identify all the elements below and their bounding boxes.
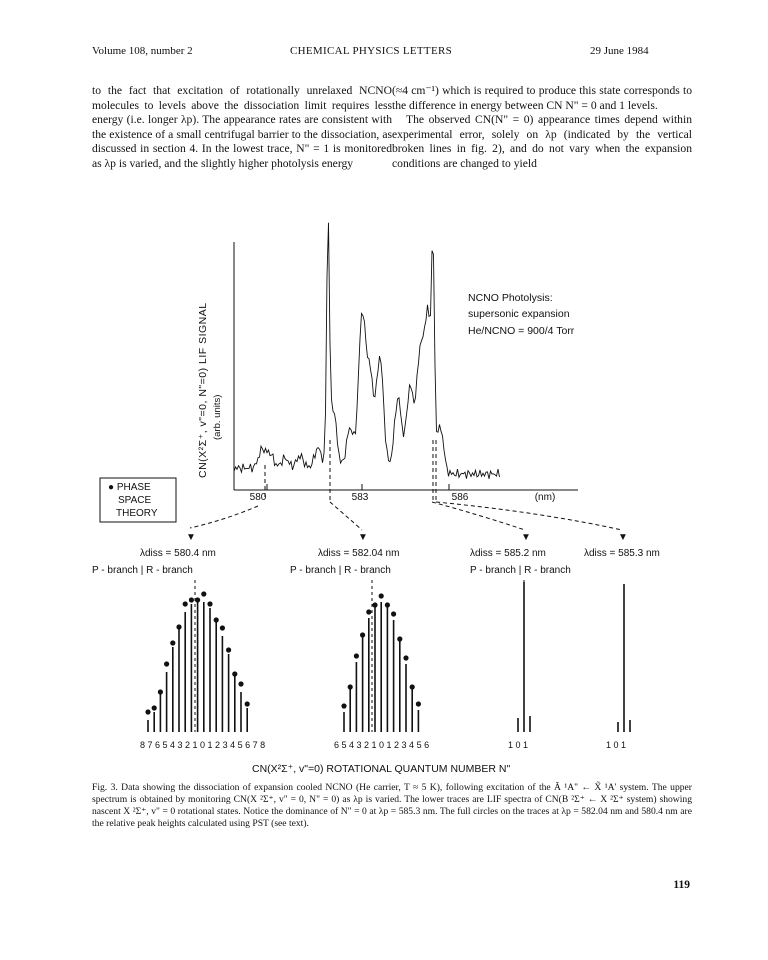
panel-1-pst-dot — [201, 591, 206, 596]
pst-line-3: THEORY — [116, 508, 158, 519]
panel-3-branch: P - branch | R - branch — [470, 565, 571, 576]
y-axis-units: (arb. units) — [212, 394, 223, 440]
panel-2-pst-dot — [354, 653, 359, 658]
panel-1-pst-dot — [214, 617, 219, 622]
panel-2-pst-dot — [385, 602, 390, 607]
panel-3-axis: 1 0 1 — [508, 740, 529, 750]
panel-2-pst-dot — [391, 611, 396, 616]
arrow-head-3: ▼ — [521, 532, 531, 543]
panel-2-pst-dot — [397, 636, 402, 641]
panel-2-axis: 6 5 4 3 2 1 0 1 2 3 4 5 6 — [334, 740, 430, 750]
right-paragraph-1: (≈4 cm⁻¹) which is required to produce this state corresponds to the difference in energy between CN N" = 0 and 1 levels. — [392, 84, 692, 112]
panel-2-pst-dot — [341, 703, 346, 708]
bottom-axis-label: CN(X²Σ⁺, v"=0) ROTATIONAL QUANTUM NUMBER N" — [252, 763, 511, 775]
panel-1-pst-dot — [226, 647, 231, 652]
rotational-spectra-panels — [145, 580, 630, 732]
panel-1-pst-dot — [170, 640, 175, 645]
header-journal: CHEMICAL PHYSICS LETTERS — [290, 45, 453, 57]
panel-2-pst-dot — [348, 684, 353, 689]
page-number: 119 — [673, 879, 690, 891]
panel-2-branch: P - branch | R - branch — [290, 565, 391, 576]
panel-2-lambda: λdiss = 582.04 nm — [318, 548, 400, 559]
x-tick-580: 580 — [249, 492, 267, 503]
x-unit: (nm) — [534, 492, 556, 503]
arrow-head-1: ▼ — [186, 532, 196, 543]
panel-1-pst-dot — [152, 705, 157, 710]
legend-line-2: supersonic expansion — [468, 308, 570, 320]
pst-line-1: ● PHASE — [108, 482, 151, 493]
right-paragraph-2: The observed CN(N" = 0) appearance times depend within experimental error, solely on λp (indicated by the vertical broken lines in fig. 2), and do not vary when the expansion conditions are changed to yield — [392, 113, 692, 170]
lif-spectrum-trace — [234, 223, 500, 479]
panel-3-lambda: λdiss = 585.2 nm — [470, 548, 546, 559]
panel-1-pst-dot — [207, 601, 212, 606]
panel-1-pst-dot — [220, 625, 225, 630]
panel-2-pst-dot — [360, 632, 365, 637]
x-tick-583: 583 — [351, 492, 369, 503]
arrow-head-4: ▼ — [618, 532, 628, 543]
arrow-head-2: ▼ — [358, 532, 368, 543]
panel-1-pst-dot — [232, 671, 237, 676]
panel-1-pst-dot — [238, 681, 243, 686]
legend-line-3: He/NCNO = 900/4 Torr — [468, 325, 575, 337]
x-tick-586: 586 — [451, 492, 469, 503]
panel-1-pst-dot — [158, 689, 163, 694]
panel-1-pst-dot — [176, 624, 181, 629]
panel-2-pst-dot — [416, 701, 421, 706]
panel-1-axis: 8 7 6 5 4 3 2 1 0 1 2 3 4 5 6 7 8 — [140, 740, 266, 750]
pst-line-2: SPACE — [118, 495, 152, 506]
panel-1-pst-dot — [195, 597, 200, 602]
panel-2-pst-dot — [410, 684, 415, 689]
panel-2-pst-dot — [379, 593, 384, 598]
panel-2-pst-dot — [366, 609, 371, 614]
figure-caption: Fig. 3. Data showing the dissociation of expansion cooled NCNO (He carrier, T ≈ 5 K), following excitation of the Ã ¹A" ← X̃ ¹A' system. The upper spectrum is obtained by monitoring CN(X ²Σ⁺, v" = 0, N" = 0) as λp is varied. The lower traces are LIF spectra of CN(B ²Σ⁺ ← X ²Σ⁺ system) showing nascent X ²Σ⁺, v" = 0 rotational states. Notice the dominance of N" = 0 at λp = 585.3 nm. The full circles on the traces at λp = 582.04 nm and 580.4 nm are the relative peak heights calculated using PST (see text). — [92, 782, 692, 829]
panel-1-pst-dot — [145, 709, 150, 714]
panel-4-axis: 1 0 1 — [606, 740, 627, 750]
panel-2-pst-dot — [403, 655, 408, 660]
legend-line-1: NCNO Photolysis: — [468, 292, 553, 304]
header-volume: Volume 108, number 2 — [92, 45, 193, 57]
panel-1-pst-dot — [189, 597, 194, 602]
panel-1-pst-dot — [164, 661, 169, 666]
projection-line-2 — [330, 502, 362, 530]
panel-1-branch: P - branch | R - branch — [92, 565, 193, 576]
header-date: 29 June 1984 — [590, 45, 649, 57]
projection-line-4 — [436, 502, 622, 530]
panel-1-lambda: λdiss = 580.4 nm — [140, 548, 216, 559]
panel-1-pst-dot — [183, 601, 188, 606]
panel-1-pst-dot — [245, 701, 250, 706]
left-paragraph: to the fact that excitation of rotationally unrelaxed NCNO molecules to levels above the dissociation limit requires less energy (i.e. longer λp). The appearance rates are consistent with the existence of a small centrifugal barrier to the dissociation, as discussed in section 4. In the lowest trace, N" = 1 is monitored as λp is varied, and the slightly higher photolysis energy — [92, 84, 392, 170]
y-axis-label: CN(X²Σ⁺, v"=0, N"=0) LIF SIGNAL — [197, 302, 209, 478]
projection-line-1 — [190, 506, 258, 528]
panel-4-lambda: λdiss = 585.3 nm — [584, 548, 660, 559]
panel-2-pst-dot — [372, 602, 377, 607]
